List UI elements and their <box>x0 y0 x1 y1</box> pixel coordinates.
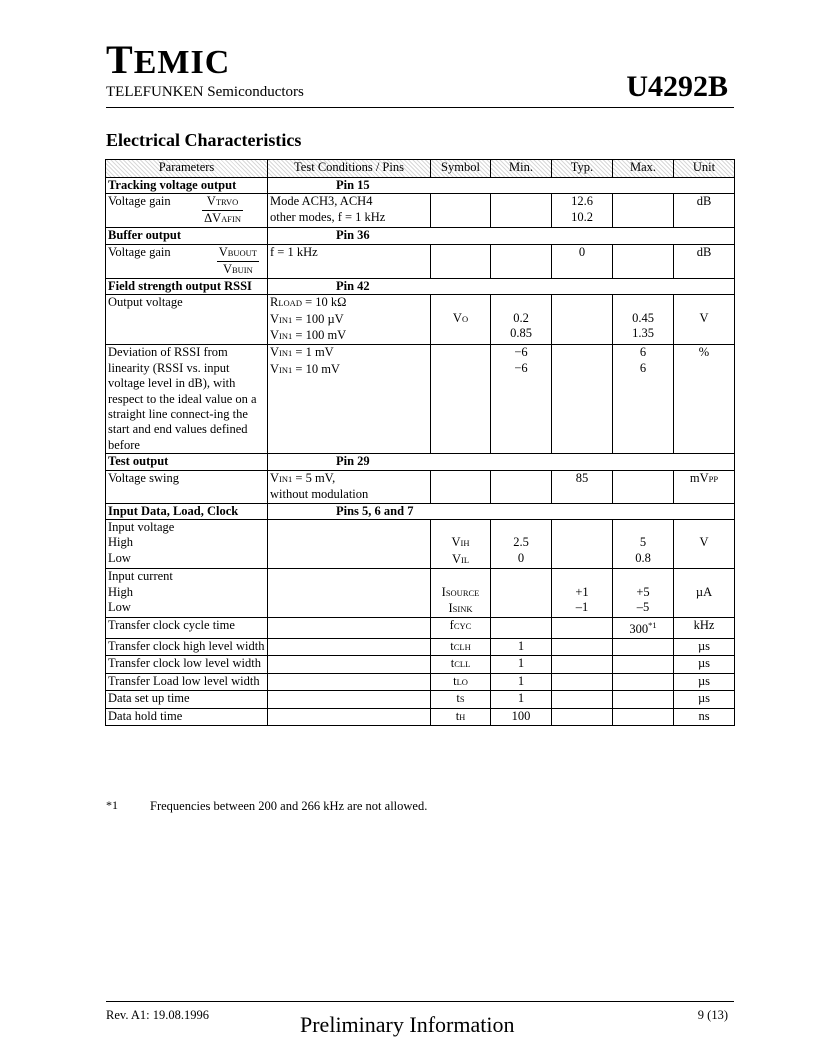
table-header-row <box>106 160 735 178</box>
header-typ: Typ. <box>552 160 613 178</box>
condition-cell: VIN1 = 1 mV VIN1 = 10 mV <box>268 345 431 454</box>
condition-cell <box>268 569 431 618</box>
unit-cell: dB <box>674 194 735 228</box>
gain-fraction: $\frac{\text{VBUOUT}}{\text{VBUIN}}$ <box>218 244 257 276</box>
group-row-tracking <box>106 178 735 194</box>
param-cell: Transfer Load low level width <box>106 673 268 690</box>
max-cell: 0.45 1.35 <box>613 295 674 345</box>
typ-cell: 12.6 10.2 <box>552 194 613 228</box>
group-pin: Pin 36 <box>268 228 735 244</box>
symbol-cell <box>431 244 491 278</box>
typ-cell <box>552 656 613 673</box>
condition-cell <box>268 656 431 673</box>
header-max: Max. <box>613 160 674 178</box>
group-pin: Pin 15 <box>268 178 735 194</box>
max-cell <box>613 673 674 690</box>
symbol-cell <box>431 345 491 454</box>
group-title: Buffer output <box>106 228 268 244</box>
table-row <box>106 638 735 655</box>
min-cell: 1 <box>491 638 552 655</box>
symbol-cell: tH <box>431 708 491 725</box>
unit-cell: ns <box>674 708 735 725</box>
max-cell <box>613 244 674 278</box>
company-name: TELEFUNKEN Semiconductors <box>106 84 304 100</box>
param-cell: Transfer clock high level width <box>106 638 268 655</box>
min-cell <box>491 618 552 639</box>
section-title: Electrical Characteristics <box>106 130 302 150</box>
condition-cell <box>268 638 431 655</box>
header-parameters: Parameters <box>106 160 268 178</box>
group-row-input <box>106 503 735 519</box>
table-row <box>106 656 735 673</box>
condition-cell <box>268 519 431 568</box>
unit-cell: V <box>674 519 735 568</box>
table-row <box>106 345 735 454</box>
table-row <box>106 569 735 618</box>
condition-cell <box>268 691 431 708</box>
electrical-characteristics-table <box>105 159 735 726</box>
table-row <box>106 470 735 503</box>
typ-cell <box>552 708 613 725</box>
min-cell: −6 −6 <box>491 345 552 454</box>
max-cell <box>613 194 674 228</box>
param-label: Voltage gain <box>108 194 171 209</box>
group-row-rssi <box>106 278 735 294</box>
min-cell: 0.2 0.85 <box>491 295 552 345</box>
param-cell: Data hold time <box>106 708 268 725</box>
max-cell <box>613 708 674 725</box>
param-label: Voltage gain <box>108 244 171 259</box>
table-row <box>106 194 735 228</box>
typ-cell <box>552 618 613 639</box>
condition-cell <box>268 708 431 725</box>
min-cell <box>491 569 552 618</box>
footnote-mark: *1 <box>106 798 118 812</box>
min-cell <box>491 244 552 278</box>
gain-fraction: $\frac{\text{VTRVO}}{\text{ΔVAFIN}}$ <box>204 194 241 226</box>
condition-cell <box>268 618 431 639</box>
unit-cell: % <box>674 345 735 454</box>
symbol-cell: VO <box>431 295 491 345</box>
header-min: Min. <box>491 160 552 178</box>
temic-logo: TEMIC <box>106 37 231 82</box>
header-symbol: Symbol <box>431 160 491 178</box>
symbol-cell: tLO <box>431 673 491 690</box>
header-divider <box>106 107 734 108</box>
header-test-conditions: Test Conditions / Pins <box>268 160 431 178</box>
param-cell <box>106 244 268 278</box>
max-cell: 5 0.8 <box>613 519 674 568</box>
unit-cell: dB <box>674 244 735 278</box>
unit-cell: µs <box>674 673 735 690</box>
min-cell <box>491 194 552 228</box>
table-row <box>106 295 735 345</box>
header-unit: Unit <box>674 160 735 178</box>
timing-rows <box>106 618 735 726</box>
part-number: U4292B <box>626 70 728 103</box>
page-number: 9 (13) <box>697 1008 728 1022</box>
max-cell <box>613 638 674 655</box>
symbol-cell <box>431 194 491 228</box>
max-cell <box>613 656 674 673</box>
typ-cell: 85 <box>552 470 613 503</box>
group-pin: Pin 42 <box>268 278 735 294</box>
param-cell: Output voltage <box>106 295 268 345</box>
symbol-cell: tS <box>431 691 491 708</box>
unit-cell: kHz <box>674 618 735 639</box>
table-row <box>106 618 735 639</box>
table-row <box>106 519 735 568</box>
max-cell: 300$^{*1}$ <box>613 618 674 639</box>
unit-cell: µs <box>674 656 735 673</box>
param-cell: Voltage swing <box>106 470 268 503</box>
condition-cell: f = 1 kHz <box>268 244 431 278</box>
typ-cell <box>552 295 613 345</box>
group-pin: Pins 5, 6 and 7 <box>268 503 735 519</box>
condition-cell <box>268 673 431 690</box>
min-cell: 100 <box>491 708 552 725</box>
symbol-cell: tCLL <box>431 656 491 673</box>
min-cell: 1 <box>491 691 552 708</box>
min-cell: 1 <box>491 673 552 690</box>
condition-cell: RLOAD = 10 kΩ VIN1 = 100 µV VIN1 = 100 mV <box>268 295 431 345</box>
typ-cell <box>552 519 613 568</box>
revision-date: Rev. A1: 19.08.1996 <box>106 1008 210 1022</box>
group-row-test <box>106 454 735 470</box>
footer-divider <box>106 1001 734 1002</box>
typ-cell <box>552 673 613 690</box>
unit-cell: mVPP <box>674 470 735 503</box>
symbol-cell <box>431 470 491 503</box>
unit-cell: µs <box>674 638 735 655</box>
typ-cell: 0 <box>552 244 613 278</box>
min-cell: 1 <box>491 656 552 673</box>
condition-cell: Mode ACH3, ACH4 other modes, f = 1 kHz <box>268 194 431 228</box>
group-row-buffer <box>106 228 735 244</box>
min-cell: 2.5 0 <box>491 519 552 568</box>
param-cell: Transfer clock cycle time <box>106 618 268 639</box>
param-cell: Input current High Low <box>106 569 268 618</box>
group-pin: Pin 29 <box>268 454 735 470</box>
group-title: Tracking voltage output <box>106 178 268 194</box>
symbol-cell: fCYC <box>431 618 491 639</box>
typ-cell <box>552 638 613 655</box>
group-title: Field strength output RSSI <box>106 278 268 294</box>
group-title: Input Data, Load, Clock <box>106 503 268 519</box>
param-cell: Input voltage High Low <box>106 519 268 568</box>
footnote-text: Frequencies between 200 and 266 kHz are not allowed. <box>150 799 428 813</box>
unit-cell: V <box>674 295 735 345</box>
symbol-cell: tCLH <box>431 638 491 655</box>
table-row <box>106 691 735 708</box>
param-cell <box>106 194 268 228</box>
typ-cell <box>552 691 613 708</box>
param-cell: Data set up time <box>106 691 268 708</box>
preliminary-label: Preliminary Information <box>300 1012 515 1037</box>
table-row <box>106 673 735 690</box>
symbol-cell: ISOURCE ISINK <box>431 569 491 618</box>
max-cell: 6 6 <box>613 345 674 454</box>
param-cell: Transfer clock low level width <box>106 656 268 673</box>
table-row <box>106 244 735 278</box>
condition-cell: VIN1 = 5 mV, without modulation <box>268 470 431 503</box>
unit-cell: µs <box>674 691 735 708</box>
typ-cell: +1 –1 <box>552 569 613 618</box>
group-title: Test output <box>106 454 268 470</box>
param-cell: Deviation of RSSI from linearity (RSSI vs. input voltage level in dB), with respect to the ideal value on a straight line connect-ing the start and end values defined before <box>106 345 268 454</box>
typ-cell <box>552 345 613 454</box>
max-cell <box>613 691 674 708</box>
symbol-cell: VIH VIL <box>431 519 491 568</box>
max-cell <box>613 470 674 503</box>
unit-cell: µA <box>674 569 735 618</box>
min-cell <box>491 470 552 503</box>
table-row <box>106 708 735 725</box>
max-cell: +5 –5 <box>613 569 674 618</box>
